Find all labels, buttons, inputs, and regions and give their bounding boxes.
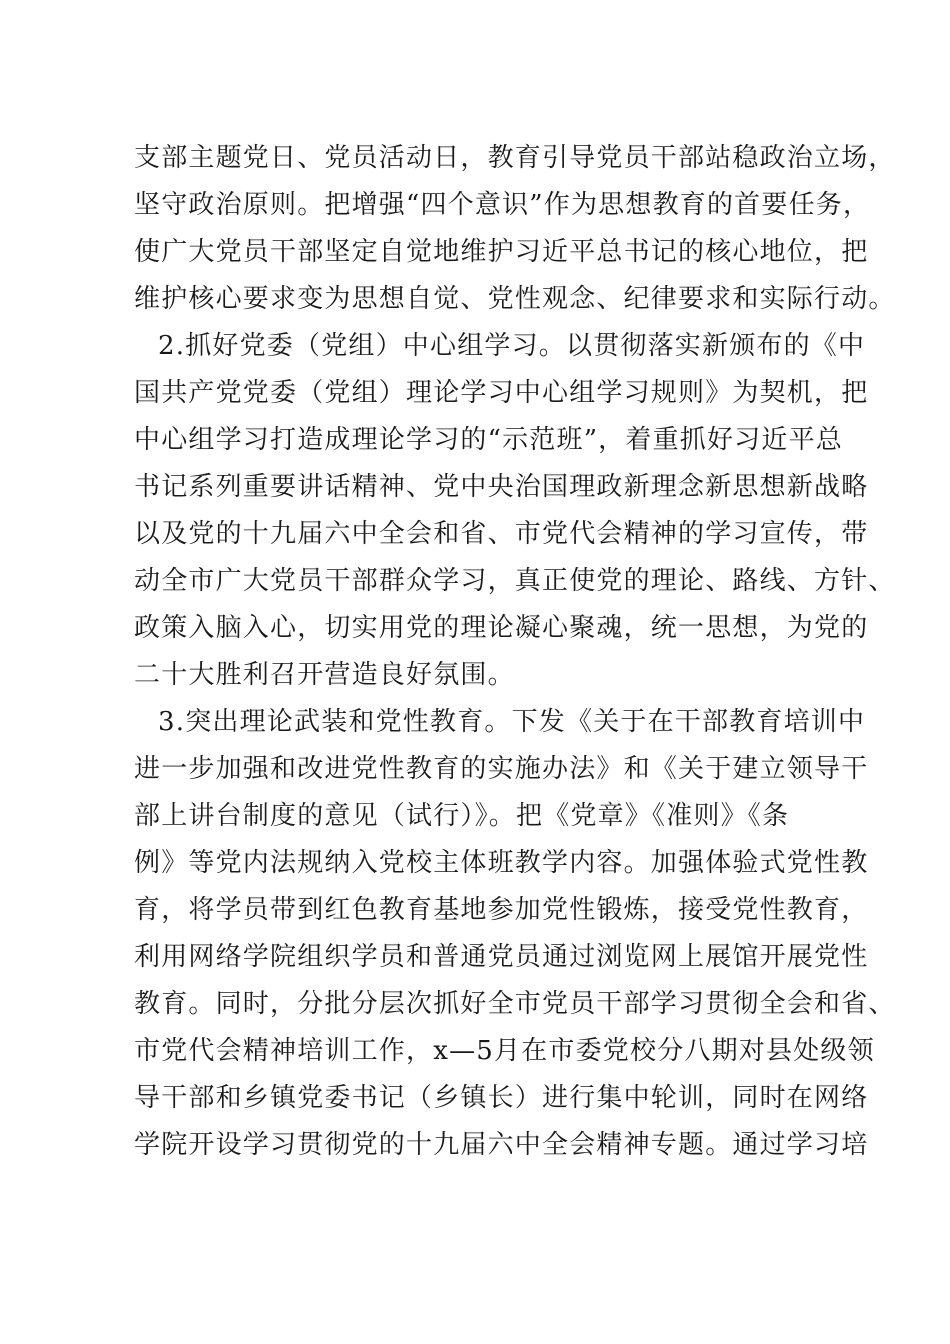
text-line: 中心组学习打造成理论学习的“示范班”，着重抓好习近平总: [134, 425, 843, 455]
text-line: 部上讲台制度的意见（试行）》。把《党章》《准则》《条: [134, 801, 790, 831]
text-line: 教育。同时，分批分层次抓好全市党员干部学习贯彻全会和省、: [134, 989, 896, 1019]
text-line: 坚守政治原则。把增强“四个意识”作为思想教育的首要任务，: [134, 190, 871, 220]
text-line: 书记系列重要讲话精神、党中央治国理政新理念新思想新战略: [134, 472, 869, 502]
text-line: 市党代会精神培训工作，x—5月在市委党校分八期对县处级领: [134, 1036, 875, 1066]
paragraph-3-first-line: 3.突出理论武装和党性教育。下发《关于在干部教育培训中: [158, 707, 866, 737]
text-line: 支部主题党日、党员活动日，教育引导党员干部站稳政治立场，: [134, 143, 896, 173]
text-line: 维护核心要求变为思想自觉、党性观念、纪律要求和实际行动。: [134, 284, 896, 314]
text-line: 利用网络学院组织学员和普通党员通过浏览网上展馆开展党性: [134, 942, 869, 972]
text-line: 国共产党党委（党组）理论学习中心组学习规则》为契机，把: [134, 378, 869, 408]
text-line: 例》等党内法规纳入党校主体班教学内容。加强体验式党性教: [134, 848, 869, 878]
text-line: 学院开设学习贯彻党的十九届六中全会精神专题。通过学习培: [134, 1130, 869, 1160]
text-line: 导干部和乡镇党委书记（乡镇长）进行集中轮训，同时在网络: [134, 1083, 869, 1113]
text-line: 动全市广大党员干部群众学习，真正使党的理论、路线、方针、: [134, 566, 896, 596]
paragraph-2-first-line: 2.抓好党委（党组）中心组学习。以贯彻落实新颁布的《中: [158, 331, 866, 361]
text-line: 育，将学员带到红色教育基地参加党性锻炼，接受党性教育，: [134, 895, 869, 925]
text-line: 以及党的十九届六中全会和省、市党代会精神的学习宣传，带: [134, 519, 869, 549]
text-line: 政策入脑入心，切实用党的理论凝心聚魂，统一思想，为党的: [134, 613, 869, 643]
text-line: 二十大胜利召开营造良好氛围。: [134, 660, 515, 690]
text-line: 使广大党员干部坚定自觉地维护习近平总书记的核心地位，把: [134, 237, 869, 267]
text-line: 进一步加强和改进党性教育的实施办法》和《关于建立领导干: [134, 754, 869, 784]
